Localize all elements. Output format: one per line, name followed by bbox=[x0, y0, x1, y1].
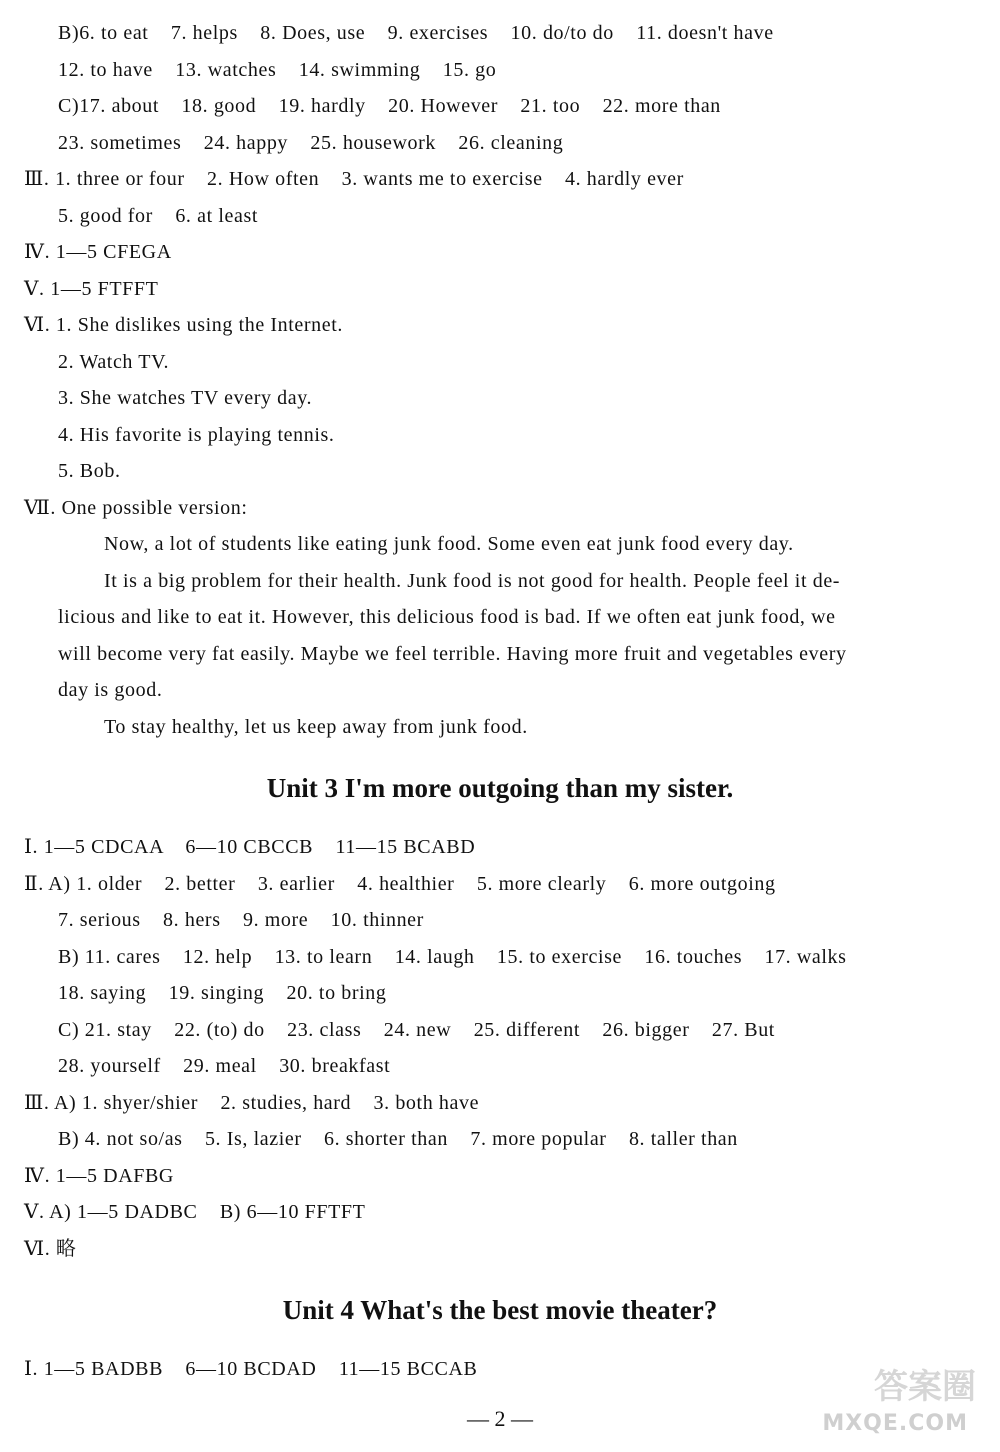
answer-line: B) 11. cares 12. help 13. to learn 14. laugh 15. to exercise 16. touches 17. walks bbox=[58, 946, 847, 968]
answer-line: B) 4. not so/as 5. Is, lazier 6. shorter than 7. more popular 8. taller than bbox=[58, 1128, 738, 1150]
answer-line: Ⅰ. 1—5 BADBB 6—10 BCDAD 11—15 BCCAB bbox=[24, 1358, 478, 1380]
answer-line: 5. Bob. bbox=[58, 460, 121, 482]
essay-line: day is good. bbox=[58, 679, 163, 701]
essay-line: licious and like to eat it. However, this delicious food is bad. If we often eat junk food, we bbox=[58, 606, 836, 628]
essay-line: will become very fat easily. Maybe we feel terrible. Having more fruit and vegetables every bbox=[58, 643, 847, 665]
answer-line: C)17. about 18. good 19. hardly 20. However 21. too 22. more than bbox=[58, 95, 721, 117]
answer-line: 3. She watches TV every day. bbox=[58, 387, 313, 409]
answer-line: Ⅲ. A) 1. shyer/shier 2. studies, hard 3. both have bbox=[24, 1092, 480, 1114]
answer-line: Ⅴ. 1—5 FTFFT bbox=[24, 278, 159, 300]
answer-line: 23. sometimes 24. happy 25. housework 26. cleaning bbox=[58, 132, 564, 154]
answer-line: B)6. to eat 7. helps 8. Does, use 9. exercises 10. do/to do 11. doesn't have bbox=[58, 22, 774, 44]
answer-line: 2. Watch TV. bbox=[58, 351, 170, 373]
answer-line: Ⅴ. A) 1—5 DADBC B) 6—10 FFTFT bbox=[24, 1201, 366, 1223]
answer-line: Ⅰ. 1—5 CDCAA 6—10 CBCCB 11—15 BCABD bbox=[24, 836, 476, 858]
unit4-title: Unit 4 What's the best movie theater? bbox=[282, 1295, 718, 1325]
answer-line: Ⅲ. 1. three or four 2. How often 3. wants me to exercise 4. hardly ever bbox=[24, 168, 684, 190]
essay-line: To stay healthy, let us keep away from junk food. bbox=[104, 716, 528, 738]
answer-line: C) 21. stay 22. (to) do 23. class 24. new 25. different 26. bigger 27. But bbox=[58, 1019, 775, 1041]
answer-line: 5. good for 6. at least bbox=[58, 205, 259, 227]
watermark-logo-text: 答案圈 bbox=[874, 1367, 976, 1407]
unit3-title: Unit 3 I'm more outgoing than my sister. bbox=[266, 773, 734, 803]
answer-line: Ⅳ. 1—5 DAFBG bbox=[24, 1165, 174, 1187]
answer-line: Ⅵ. 1. She dislikes using the Internet. bbox=[24, 314, 343, 336]
page-number: — 2 — bbox=[467, 1406, 533, 1431]
answer-line: 7. serious 8. hers 9. more 10. thinner bbox=[58, 909, 424, 931]
answer-line: 18. saying 19. singing 20. to bring bbox=[58, 982, 387, 1004]
answer-line: 28. yourself 29. meal 30. breakfast bbox=[58, 1055, 391, 1077]
answer-line: Ⅳ. 1—5 CFEGA bbox=[24, 241, 172, 263]
essay-line: It is a big problem for their health. Junk food is not good for health. People feel it de- bbox=[104, 570, 841, 592]
watermark-logo bbox=[822, 1366, 990, 1446]
answer-line: 4. His favorite is playing tennis. bbox=[58, 424, 335, 446]
essay-line: Now, a lot of students like eating junk food. Some even eat junk food every day. bbox=[104, 533, 794, 555]
answer-line: Ⅶ. One possible version: bbox=[24, 497, 248, 519]
answer-line: Ⅵ. 略 bbox=[24, 1238, 77, 1260]
answer-line: Ⅱ. A) 1. older 2. better 3. earlier 4. healthier 5. more clearly 6. more outgoing bbox=[24, 873, 776, 895]
watermark-site: MXQE.COM bbox=[822, 1411, 968, 1436]
answer-line: 12. to have 13. watches 14. swimming 15. go bbox=[58, 59, 497, 81]
